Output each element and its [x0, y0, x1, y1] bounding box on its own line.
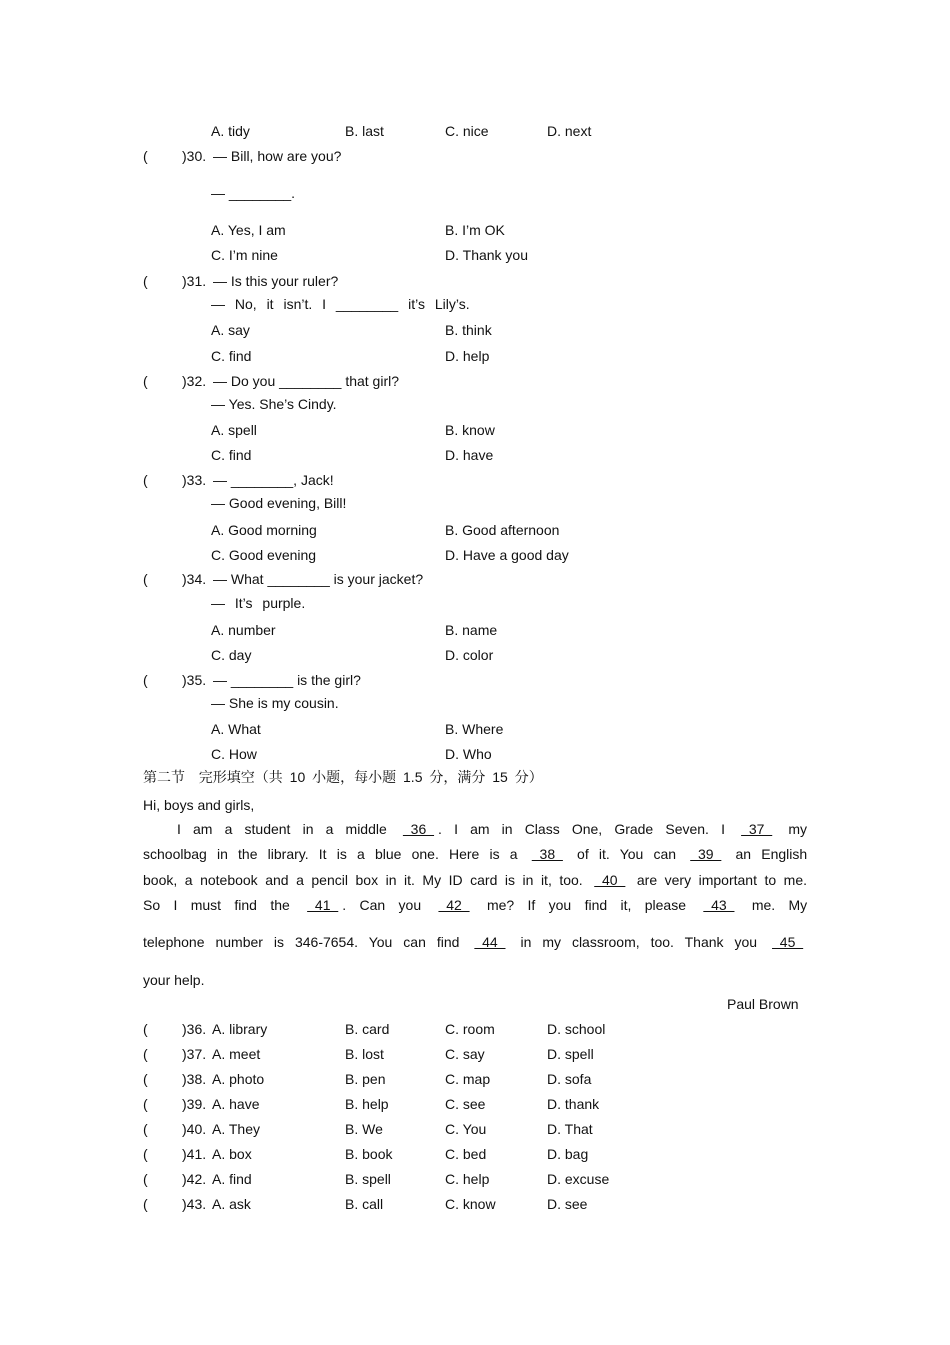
passage-word: Grade [614, 821, 654, 837]
answer-paren: ( [143, 1121, 148, 1137]
passage-word: in [385, 872, 397, 888]
cloze-blank: 45 [772, 934, 804, 950]
option-d: D. That [547, 1121, 593, 1137]
question-line: — Is this your ruler? [213, 273, 339, 289]
passage-word: I [177, 821, 181, 837]
question-number: )41. [182, 1146, 207, 1162]
answer-paren: ( [143, 1071, 148, 1087]
passage-word: Class [524, 821, 560, 837]
option-a: A. have [212, 1096, 260, 1112]
option-a: A. meet [212, 1046, 261, 1062]
option-a: A. box [212, 1146, 252, 1162]
option-c: C. know [445, 1196, 496, 1212]
answer-paren: ( [143, 1196, 148, 1212]
passage-word: book, [143, 872, 178, 888]
passage-word: the [238, 846, 258, 862]
passage-word: I [454, 821, 458, 837]
cloze-blank: 37 [741, 821, 773, 837]
question-number: )30. [182, 148, 207, 164]
option-d: D. excuse [547, 1171, 610, 1187]
response-line: — Yes. She’s Cindy. [211, 396, 337, 412]
cloze-blank: 41 [307, 897, 339, 913]
passage-word: Seven. [665, 821, 709, 837]
passage-word: is [489, 846, 500, 862]
option-a: A. spell [211, 422, 257, 438]
passage-word: too. [650, 934, 674, 950]
option-b: B. I’m OK [445, 222, 505, 238]
passage-word: my [542, 934, 561, 950]
question-number: )43. [182, 1196, 207, 1212]
answer-paren: ( [143, 273, 148, 289]
passage-word: in [520, 934, 532, 950]
option-a: A. photo [212, 1071, 265, 1087]
passage-word: middle [345, 821, 387, 837]
option-c: C. day [211, 647, 252, 663]
passage-word: schoolbag [143, 846, 207, 862]
answer-paren: ( [143, 672, 148, 688]
passage-line-5 [143, 933, 807, 951]
passage-word: find [584, 897, 608, 913]
answer-paren: ( [143, 373, 148, 389]
passage-word: in [302, 821, 314, 837]
passage-word: . [342, 897, 347, 913]
option-d: D. color [445, 647, 494, 663]
passage-word: am [470, 821, 490, 837]
cloze-blank: 43 [703, 897, 735, 913]
passage-word: I [721, 821, 725, 837]
passage-word: a [224, 821, 233, 837]
passage-word: it, [540, 872, 552, 888]
passage-word: very [664, 872, 692, 888]
option-b: B. know [445, 422, 495, 438]
passage-word: blue [374, 846, 402, 862]
question-number: )40. [182, 1121, 207, 1137]
option-d: D. thank [547, 1096, 600, 1112]
option-d: D. Thank you [445, 247, 529, 263]
option-d: D. help [445, 348, 490, 364]
option-c: C. bed [445, 1146, 487, 1162]
option-b: B. help [345, 1096, 389, 1112]
passage-word: and [265, 872, 289, 888]
passage-word: 346-7654. [294, 934, 359, 950]
passage-word: are [636, 872, 658, 888]
section-heading: 第二节 完形填空（共 10 小题，每小题 1.5 分，满分 15 分） [143, 769, 543, 785]
passage-word: you [548, 897, 572, 913]
passage-word: must [190, 897, 222, 913]
passage-word: a [325, 821, 334, 837]
letter-greeting: Hi, boys and girls, [143, 797, 255, 813]
passage-word: a [184, 872, 193, 888]
passage-word: pencil [311, 872, 348, 888]
cloze-blank: 38 [531, 846, 563, 862]
option-d: D. Have a good day [445, 547, 569, 563]
option-c: C. map [445, 1071, 491, 1087]
option-c: C. say [445, 1046, 485, 1062]
answer-paren: ( [143, 1096, 148, 1112]
option-d: D. school [547, 1021, 606, 1037]
passage-word: My [422, 872, 442, 888]
passage-word: My [788, 897, 808, 913]
passage-word: is [336, 846, 347, 862]
passage-word: You [619, 846, 644, 862]
cloze-blank: 40 [594, 872, 626, 888]
option-c: C. room [445, 1021, 495, 1037]
option-d: D. see [547, 1196, 588, 1212]
option-b: B. card [345, 1021, 390, 1037]
option-a: A. library [212, 1021, 268, 1037]
passage-word: So [143, 897, 161, 913]
option-a: A. find [212, 1171, 252, 1187]
passage-line-6: your help. [143, 972, 205, 988]
passage-word: notebook [200, 872, 258, 888]
option-a: A. What [211, 721, 261, 737]
passage-word: can [403, 934, 426, 950]
letter-signature: Paul Brown [727, 996, 799, 1012]
question-line: — ________ is the girl? [213, 672, 361, 688]
option-a: A. They [212, 1121, 260, 1137]
answer-paren: ( [143, 1171, 148, 1187]
passage-word: you [734, 934, 758, 950]
question-number: )34. [182, 571, 207, 587]
passage-word: ID [448, 872, 463, 888]
passage-word: If [527, 897, 536, 913]
response-line: — She is my cousin. [211, 695, 339, 711]
question-number: )42. [182, 1171, 207, 1187]
passage-word: it, [620, 897, 632, 913]
passage-word: can [653, 846, 677, 862]
passage-word: it. [598, 846, 610, 862]
passage-word: You [368, 934, 393, 950]
passage-word: English [761, 846, 808, 862]
question-number: )32. [182, 373, 207, 389]
passage-word: It [318, 846, 327, 862]
passage-word: me. [783, 872, 808, 888]
question-number: )39. [182, 1096, 207, 1112]
question-line: — Do you ________ that girl? [213, 373, 400, 389]
question-number: )38. [182, 1071, 207, 1087]
passage-word: in [501, 821, 513, 837]
answer-paren: ( [143, 1146, 148, 1162]
passage-word: find [234, 897, 257, 913]
passage-word: find [436, 934, 460, 950]
option-b: B. Where [445, 721, 504, 737]
question-number: )33. [182, 472, 207, 488]
passage-word: is [504, 872, 515, 888]
cloze-blank: 36 [402, 821, 435, 837]
cloze-blank: 42 [438, 897, 470, 913]
passage-word: in [522, 872, 534, 888]
option-c: C. You [445, 1121, 487, 1137]
question-line: — What ________ is your jacket? [213, 571, 424, 587]
option-b: B. lost [345, 1046, 384, 1062]
option-c: C. see [445, 1096, 486, 1112]
option-a: A. Yes, I am [211, 222, 286, 238]
q29-option-b: B. last [345, 123, 384, 139]
passage-word: student [244, 821, 291, 837]
passage-word: card [470, 872, 498, 888]
option-d: D. bag [547, 1146, 589, 1162]
option-c: C. find [211, 348, 252, 364]
option-d: D. spell [547, 1046, 594, 1062]
passage-word: box [355, 872, 379, 888]
option-d: D. sofa [547, 1071, 592, 1087]
answer-paren: ( [143, 571, 148, 587]
passage-word: telephone [143, 934, 205, 950]
option-a: A. number [211, 622, 276, 638]
option-b: B. Good afternoon [445, 522, 560, 538]
passage-line-4 [143, 896, 807, 914]
option-c: C. find [211, 447, 252, 463]
option-a: A. Good morning [211, 522, 317, 538]
q29-option-a: A. tidy [211, 123, 250, 139]
passage-word: please [644, 897, 686, 913]
answer-paren: ( [143, 1046, 148, 1062]
answer-paren: ( [143, 1021, 148, 1037]
option-d: D. have [445, 447, 494, 463]
question-number: )36. [182, 1021, 207, 1037]
passage-word: I [173, 897, 178, 913]
passage-word: of [577, 846, 589, 862]
passage-word: it. [404, 872, 415, 888]
passage-word: in [216, 846, 228, 862]
passage-word: is [273, 934, 285, 950]
option-c: C. help [445, 1171, 490, 1187]
question-line: — ________, Jack! [213, 472, 334, 488]
question-number: )37. [182, 1046, 207, 1062]
passage-word: . [438, 821, 442, 837]
passage-word: library. [267, 846, 309, 862]
passage-word: Thank [684, 934, 724, 950]
passage-word: classroom, [571, 934, 640, 950]
question-line: — Bill, how are you? [213, 148, 342, 164]
option-b: B. book [345, 1146, 393, 1162]
passage-word: Here [449, 846, 480, 862]
option-c: C. How [211, 746, 257, 762]
passage-word: you [398, 897, 422, 913]
answer-paren: ( [143, 148, 148, 164]
passage-line-2 [143, 845, 807, 863]
passage-word: number [215, 934, 263, 950]
option-b: B. spell [345, 1171, 391, 1187]
passage-word: me? [486, 897, 515, 913]
option-d: D. Who [445, 746, 492, 762]
option-b: B. think [445, 322, 492, 338]
q29-option-d: D. next [547, 123, 592, 139]
response-line: — Good evening, Bill! [211, 495, 347, 511]
option-b: B. pen [345, 1071, 386, 1087]
response-line: — ________. [211, 185, 296, 201]
response-line: — It’s purple. [211, 595, 306, 611]
option-a: A. say [211, 322, 250, 338]
cloze-blank: 44 [474, 934, 506, 950]
passage-word: the [270, 897, 290, 913]
response-line: — No, it isn’t. I ________ it’s Lily’s. [211, 296, 470, 312]
passage-word: am [193, 821, 213, 837]
passage-word: me. [751, 897, 776, 913]
passage-word: too. [559, 872, 583, 888]
passage-word: an [735, 846, 752, 862]
option-c: C. Good evening [211, 547, 317, 563]
option-b: B. name [445, 622, 498, 638]
passage-word: a [296, 872, 304, 888]
passage-line-1 [143, 820, 807, 838]
passage-word: my [788, 821, 808, 837]
passage-word: a [509, 846, 518, 862]
cloze-blank: 39 [690, 846, 722, 862]
option-b: B. call [345, 1196, 384, 1212]
option-c: C. I’m nine [211, 247, 278, 263]
question-number: )35. [182, 672, 207, 688]
option-a: A. ask [212, 1196, 251, 1212]
passage-line-3 [143, 871, 807, 889]
passage-word: to [764, 872, 777, 888]
passage-word: a [357, 846, 365, 862]
option-b: B. We [345, 1121, 383, 1137]
passage-word: important [698, 872, 757, 888]
q29-option-c: C. nice [445, 123, 489, 139]
question-number: )31. [182, 273, 207, 289]
passage-word: Can [359, 897, 386, 913]
passage-word: one. [411, 846, 439, 862]
passage-word: One, [571, 821, 603, 837]
answer-paren: ( [143, 472, 148, 488]
